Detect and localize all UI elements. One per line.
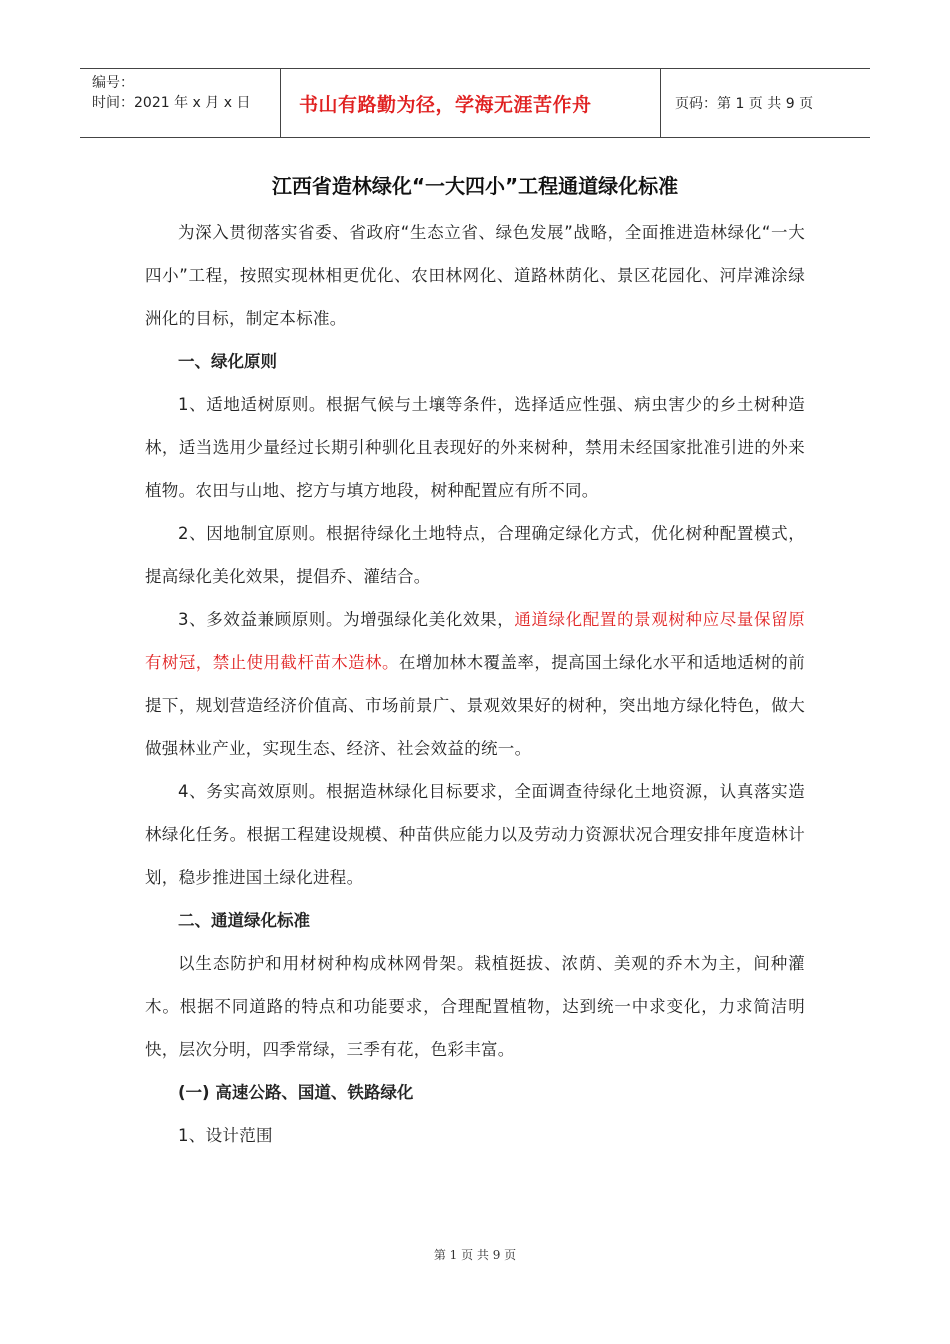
highlighted-text: 通道绿化配置的景观树种应尽量保留原有树冠，禁止使用截杆苗木造林。 [145,610,805,672]
page-footer: 第 1 页 共 9 页 [433,1248,517,1262]
paragraph: 2、因地制宜原则。根据待绿化土地特点，合理确定绿化方式，优化树种配置模式，提高绿化美化效果，提倡乔、灌结合。 [145,524,805,586]
intro-paragraph: 为深入贯彻落实省委、省政府“生态立省、绿色发展”战略，全面推进造林绿化“一大四小”工程，按照实现林相更优化、农田林网化、道路林荫化、景区花园化、河岸滩涂绿洲化的目标，制定本标准。 [145,223,805,328]
time-label: 时间：2021 年 x 月 x 日 [92,95,251,111]
header-table [80,68,870,138]
document-body [145,168,805,1157]
section-heading: 二、通道绿化标准 [178,911,310,930]
paragraph: 1、设计范围 [178,1126,273,1145]
paragraph: 1、适地适树原则。根据气候与土壤等条件，选择适应性强、病虫害少的乡土树种造林，适当选用少量经过长期引种驯化且表现好的外来树种，禁用未经国家批准引进的外来植物。农田与山地、挖方与填方地段，树种配置应有所不同。 [145,395,805,500]
header-meta-cell [80,69,281,137]
page-info: 页码：第 1 页 共 9 页 [675,96,814,112]
paragraph: 以生态防护和用材树种构成林网骨架。栽植挺拔、浓荫、美观的乔木为主，间种灌木。根据不同道路的特点和功能要求，合理配置植物，达到统一中求变化，力求简洁明快，层次分明，四季常绿，三季有花，色彩丰富。 [145,954,805,1059]
section-heading: 一、绿化原则 [178,352,277,371]
paragraph: 4、务实高效原则。根据造林绿化目标要求，全面调查待绿化土地资源，认真落实造林绿化任务。根据工程建设规模、种苗供应能力以及劳动力资源状况合理安排年度造林计划，稳步推进国土绿化进程。 [145,782,805,887]
paragraph [145,598,805,770]
paragraph-text: 3、多效益兼顾原则。为增强绿化美化效果， [178,610,515,629]
number-label: 编号： [92,75,134,91]
subsection-heading: (一) 高速公路、国道、铁路绿化 [178,1083,414,1102]
document-title: 江西省造林绿化“一大四小”工程通道绿化标准 [271,174,679,198]
paragraph-text: 在增加林木覆盖率，提高国土绿化水平和适地适树的前提下，规划营造经济价值高、市场前景广、景观效果好的树种，突出地方绿化特色，做大做强林业产业，实现生态、经济、社会效益的统一。 [145,653,806,758]
motto: 书山有路勤为径，学海无涯苦作舟 [281,69,661,137]
